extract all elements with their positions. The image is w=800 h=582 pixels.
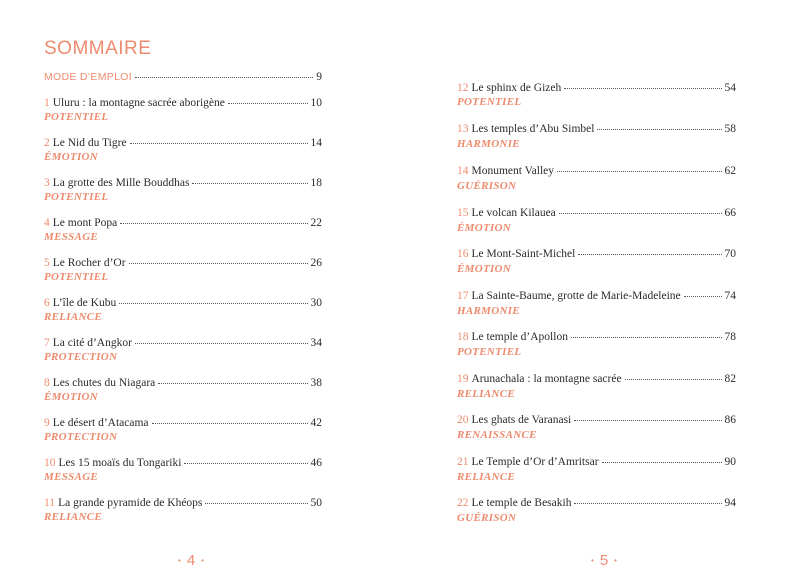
toc-entry[interactable] (457, 414, 736, 426)
folio-dot-icon: • (178, 556, 181, 565)
toc-entry-page: 82 (724, 373, 736, 385)
toc-entry-title: La cité d’Angkor (52, 337, 132, 349)
toc-entry-tag: POTENTIEL (457, 346, 522, 358)
toc-entry-number: 4 (44, 217, 50, 229)
toc-entry[interactable] (457, 207, 736, 219)
toc-entry-page: 70 (724, 248, 736, 260)
toc-entry-number: 6 (44, 297, 50, 309)
toc-entry-page: 18 (310, 177, 322, 189)
toc-entry-tag: ÉMOTION (457, 263, 512, 275)
toc-entry-tag: RELIANCE (44, 511, 103, 523)
leader-dots (574, 420, 721, 421)
leader-dots (578, 254, 721, 255)
leader-dots (625, 379, 722, 380)
toc-entry-number: 21 (457, 456, 469, 468)
toc-entry-title: Le désert d’Atacama (52, 417, 149, 429)
toc-entry-number: 9 (44, 417, 50, 429)
toc-entry-title: Monument Valley (471, 165, 555, 177)
toc-entry-page: 10 (310, 97, 322, 109)
toc-entry-tag: RELIANCE (457, 388, 516, 400)
leader-dots (559, 213, 722, 214)
page-title: SOMMAIRE (44, 38, 152, 59)
toc-entry-title: Uluru : la montagne sacrée aborigène (52, 97, 225, 109)
toc-entry[interactable] (457, 331, 736, 343)
leader-dots (557, 171, 721, 172)
toc-entry-number: 17 (457, 290, 469, 302)
toc-entry-title: Le temple d’Apollon (471, 331, 568, 343)
toc-entry-title: Le Mont-Saint-Michel (471, 248, 576, 260)
toc-entry-page: 90 (724, 456, 736, 468)
toc-entry-number: 13 (457, 123, 469, 135)
toc-entry-page: 54 (724, 82, 736, 94)
toc-entry-title: Le Rocher d’Or (52, 257, 126, 269)
toc-entry-tag: HARMONIE (457, 305, 520, 317)
toc-entry-number: 14 (457, 165, 469, 177)
folio-dot-icon: • (591, 556, 594, 565)
toc-entry-tag: MESSAGE (44, 471, 99, 483)
toc-entry-page: 26 (310, 257, 322, 269)
toc-entry-number: 20 (457, 414, 469, 426)
toc-entry-page: 30 (310, 297, 322, 309)
leader-dots (574, 503, 721, 504)
toc-entry-page: 14 (310, 137, 322, 149)
toc-entry-number: 8 (44, 377, 50, 389)
toc-entry-number: 19 (457, 373, 469, 385)
toc-entry-tag: PROTECTION (44, 431, 118, 443)
toc-entry-number: 11 (44, 497, 56, 509)
toc-entry-title: Le temple de Besakih (471, 497, 572, 509)
toc-entry-title: Les 15 moaïs du Tongariki (58, 457, 182, 469)
leader-dots (564, 88, 721, 89)
folio-dot-icon: • (201, 556, 204, 565)
toc-entry-tag: RELIANCE (457, 471, 516, 483)
toc-entry[interactable] (457, 373, 736, 385)
toc-entry-tag: RENAISSANCE (457, 429, 537, 441)
toc-entry-page: 62 (724, 165, 736, 177)
toc-entry-number: 7 (44, 337, 50, 349)
leader-dots (597, 129, 721, 130)
toc-entry[interactable] (457, 123, 736, 135)
toc-entry-tag: ÉMOTION (44, 151, 99, 163)
toc-entry-tag: PROTECTION (44, 351, 118, 363)
page-number (591, 552, 617, 569)
toc-entry-tag: GUÉRISON (457, 180, 517, 192)
toc-entry-number: 10 (44, 457, 56, 469)
toc-entry-page: 42 (310, 417, 322, 429)
toc-entry-page: 66 (724, 207, 736, 219)
toc-entry-page: 94 (724, 497, 736, 509)
toc-entry-title: Arunachala : la montagne sacrée (471, 373, 622, 385)
toc-entry-title: Le sphinx de Gizeh (471, 82, 562, 94)
toc-entry-title: Les temples d’Abu Simbel (471, 123, 595, 135)
toc-entry-page: 86 (724, 414, 736, 426)
toc-entry-number: 2 (44, 137, 50, 149)
toc-entry[interactable] (457, 165, 736, 177)
toc-entry-page: 34 (310, 337, 322, 349)
toc-entry[interactable] (457, 497, 736, 509)
toc-entry-page: 22 (310, 217, 322, 229)
toc-entry-title: Le mont Popa (52, 217, 118, 229)
toc-entry-number: 16 (457, 248, 469, 260)
toc-entry[interactable] (457, 290, 736, 302)
toc-entry[interactable] (457, 82, 736, 94)
toc-entry-page: 46 (310, 457, 322, 469)
toc-entry-number: 3 (44, 177, 50, 189)
toc-entry-number: 12 (457, 82, 469, 94)
toc-entry-number: 5 (44, 257, 50, 269)
toc-entry-title: La grotte des Mille Bouddhas (52, 177, 190, 189)
toc-entry[interactable] (457, 456, 736, 468)
toc-entry-title: Le Temple d’Or d’Amritsar (471, 456, 599, 468)
toc-entry-number: 22 (457, 497, 469, 509)
toc-entry-title: La Sainte-Baume, grotte de Marie-Madeleine (471, 290, 681, 302)
toc-entry-number: 1 (44, 97, 50, 109)
toc-entry-tag: POTENTIEL (44, 271, 109, 283)
leader-dots (684, 296, 722, 297)
toc-entry[interactable] (457, 248, 736, 260)
toc-entry-title: L’île de Kubu (52, 297, 117, 309)
folio-dot-icon: • (614, 556, 617, 565)
toc-entry-tag: MESSAGE (44, 231, 99, 243)
toc-entry-title: Les ghats de Varanasi (471, 414, 572, 426)
toc-entry-page: 50 (310, 497, 322, 509)
toc-entry-tag: HARMONIE (457, 138, 520, 150)
page-number-value: 5 (599, 552, 609, 569)
toc-entry-tag: ÉMOTION (457, 222, 512, 234)
toc-entry-number: 18 (457, 331, 469, 343)
toc-entry-page: 78 (724, 331, 736, 343)
toc-entry-title: Le Nid du Tigre (52, 137, 127, 149)
toc-entry-tag: GUÉRISON (457, 512, 517, 524)
toc-entry-number: 15 (457, 207, 469, 219)
toc-entry-page: 74 (724, 290, 736, 302)
toc-entry-tag: POTENTIEL (44, 111, 109, 123)
toc-entry-tag: ÉMOTION (44, 391, 99, 403)
page-number-value: 4 (186, 552, 196, 569)
toc-entry-title: La grande pyramide de Khéops (58, 497, 203, 509)
leader-dots (571, 337, 722, 338)
toc-entry-title: MODE D’EMPLOI (44, 71, 132, 83)
toc-entry-page: 38 (310, 377, 322, 389)
toc-entry-title: Les chutes du Niagara (52, 377, 156, 389)
toc-entry-page: 9 (316, 71, 322, 83)
toc-entry-title: Le volcan Kilauea (471, 207, 556, 219)
toc-entry-tag: POTENTIEL (44, 191, 109, 203)
toc-entry-page: 58 (724, 123, 736, 135)
toc-entry-tag: POTENTIEL (457, 96, 522, 108)
toc-entry-tag: RELIANCE (44, 311, 103, 323)
leader-dots (602, 462, 722, 463)
